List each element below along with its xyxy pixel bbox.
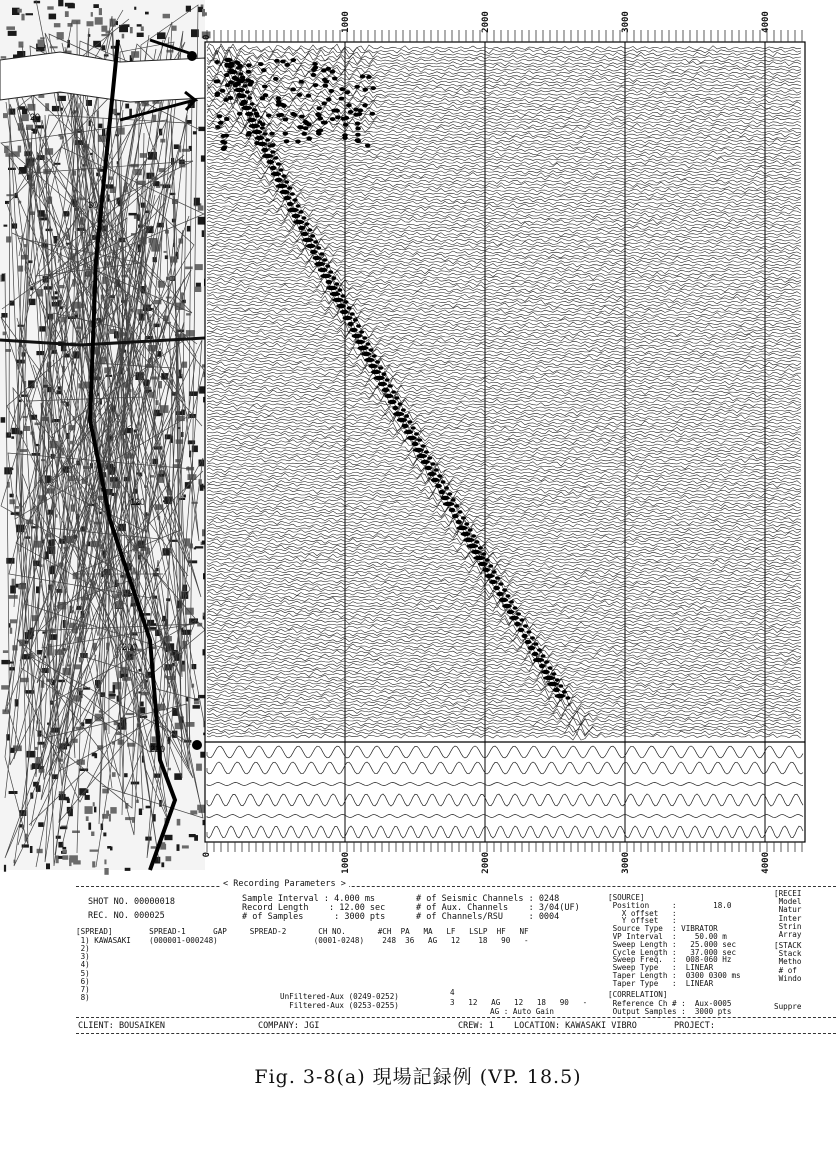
panel-footer-rule xyxy=(76,1017,836,1018)
shot-number: SHOT NO. 00000018 xyxy=(88,897,175,907)
channels-per-rsu: # of Channels/RSU : 0004 xyxy=(416,912,560,922)
seismic-traces xyxy=(202,0,805,874)
seismic-channels: # of Seismic Channels : 0248 xyxy=(416,894,560,904)
filtered-aux-values: 3 12 AG 12 18 90 - xyxy=(450,998,588,1007)
spread-rows: 2) 3) 4) 5) 6) 7) 8) xyxy=(80,944,90,1003)
filtered-aux: Filtered-Aux (0253-0255) xyxy=(280,1001,399,1010)
sample-interval: Sample Interval : 4.000 ms xyxy=(242,894,376,904)
river-shape xyxy=(0,52,205,102)
map-label: 120 xyxy=(130,497,146,507)
top-tick-label: 4000 xyxy=(761,11,771,33)
client-label: CLIENT: BOUSAIKEN xyxy=(78,1021,165,1031)
bottom-tick-label: 2000 xyxy=(481,852,491,874)
top-ruler xyxy=(207,30,802,42)
shot-point-marker xyxy=(192,740,202,750)
map-label: 220 xyxy=(150,744,166,754)
map-graphic xyxy=(0,0,205,870)
origin-label: 0 xyxy=(202,34,212,40)
bottom-ruler xyxy=(207,842,802,852)
spread-header: [SPREAD] SPREAD-1 GAP SPREAD-2 CH NO. #CH PA MA LF LSLP HF NF xyxy=(76,927,529,936)
panel-top-rule xyxy=(76,886,836,887)
map-texture xyxy=(0,0,212,875)
source-block: [SOURCE] Position : 18.0 X offset : Y offset : Source Type : VIBRATOR VP Interval : 50.00 m Sweep Length : 25.000 sec Cycle Length : 37.000 sec Sweep Freq. : 008-060 Hz Sweep Type : LINEAR Taper Length : 0300 0300 ms Taper Type : LINEAR xyxy=(608,893,741,988)
figure-caption: Fig. 3-8(a) 現場記録例 (VP. 18.5) xyxy=(254,1066,582,1088)
map-label: 20 xyxy=(30,112,41,122)
bottom-tick-label: 1000 xyxy=(341,852,351,874)
correlation-block: [CORRELATION] Reference Ch # : Aux-0005 Output Samples : 3000 pts xyxy=(608,990,732,1017)
unfiltered-aux: UnFiltered-Aux (0249-0252) xyxy=(280,992,399,1001)
map-label: 30 xyxy=(88,200,99,210)
bottom-tick-label: 3000 xyxy=(621,852,631,874)
end-point-marker xyxy=(187,51,197,61)
crew-label: CREW: 1 xyxy=(458,1021,494,1031)
map-label: 200 xyxy=(122,642,138,652)
seismic-record xyxy=(202,0,805,874)
aux-channels: # of Aux. Channels : 3/04(UF) xyxy=(416,903,580,913)
top-tick-label: 2000 xyxy=(481,11,491,33)
bottom-tick-label: 4000 xyxy=(761,852,771,874)
top-tick-label: 1000 xyxy=(341,11,351,33)
panel-title: < Recording Parameters > xyxy=(220,880,349,890)
company-label: COMPANY: JGI xyxy=(258,1021,320,1031)
origin-label-bottom: 0 xyxy=(202,852,212,858)
top-tick-label: 3000 xyxy=(621,11,631,33)
suppress-label: Suppre xyxy=(774,1002,802,1011)
record-length: Record Length : 12.00 sec xyxy=(242,903,386,913)
receiver-block: [RECEI Model Natur Inter Strin Array xyxy=(774,889,802,940)
route-map xyxy=(0,0,205,870)
recording-parameters-panel xyxy=(70,880,836,1040)
stack-block: [STACK Stack Metho # of Windo xyxy=(774,941,802,983)
num-samples: # of Samples : 3000 pts xyxy=(242,912,386,922)
spread-row-1: 1) KAWASAKI (000001-000248) (0001-0248) 248 36 AG 12 18 90 - xyxy=(76,936,529,945)
record-number: REC. NO. 000025 xyxy=(88,911,165,921)
project-label: PROJECT: xyxy=(674,1021,715,1031)
auto-gain-note: AG : Auto Gain xyxy=(490,1007,555,1016)
panel-bottom-rule xyxy=(76,1033,836,1034)
unfiltered-aux-count: 4 xyxy=(450,988,455,997)
location-label: LOCATION: KAWASAKI VIBRO xyxy=(514,1021,637,1031)
